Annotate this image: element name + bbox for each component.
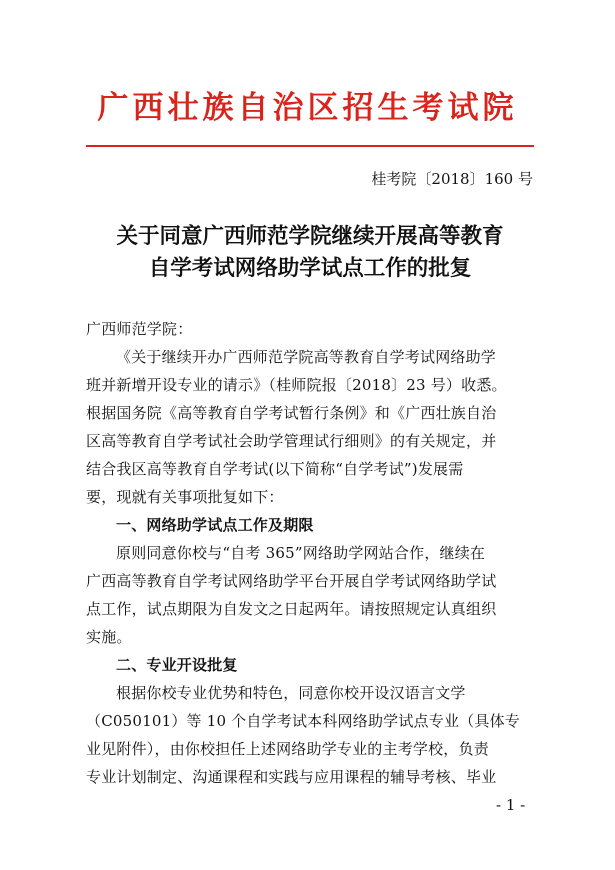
document-number: 桂考院〔2018〕160 号 xyxy=(371,170,533,188)
salutation: 广西师范学院： xyxy=(86,320,193,338)
section-heading-1: 一、网络助学试点工作及期限 xyxy=(116,516,314,534)
body-line: 点工作，试点期限为自发文之日起两年。请按照规定认真组织 xyxy=(86,600,497,618)
body-line: 实施。 xyxy=(86,628,132,646)
body-line: 结合我区高等教育自学考试(以下简称“自学考试”)发展需 xyxy=(86,460,464,478)
document-title xyxy=(70,221,550,285)
document-title-line-2: 自学考试网络助学试点工作的批复 xyxy=(148,256,472,281)
body-line: 根据国务院《高等教育自学考试暂行条例》和《广西壮族自治 xyxy=(86,404,497,422)
body-line: 专业计划制定、沟通课程和实践与应用课程的辅导考核、毕业 xyxy=(86,768,497,786)
body-line: 原则同意你校与“自考 365”网络助学网站合作，继续在 xyxy=(116,544,486,562)
body-line: 根据你校专业优势和特色，同意你校开设汉语言文学 xyxy=(116,684,466,702)
red-divider-line xyxy=(86,145,534,147)
document-title-line-1: 关于同意广西师范学院继续开展高等教育 xyxy=(116,224,504,249)
body-line: 广西高等教育自学考试网络助学平台开展自学考试网络助学试 xyxy=(86,572,497,590)
section-heading-2: 二、专业开设批复 xyxy=(116,656,238,674)
letterhead-title: 广西壮族自治区招生考试院 xyxy=(97,90,518,126)
body-line: 区高等教育自学考试社会助学管理试行细则》的有关规定，并 xyxy=(86,432,497,450)
body-line: 业见附件），由你校担任上述网络助学专业的主考学校，负责 xyxy=(86,740,489,758)
body-line: （C050101）等 10 个自学考试本科网络助学试点专业（具体专 xyxy=(86,712,520,730)
body-line: 要，现就有关事项批复如下： xyxy=(86,488,284,506)
body-line: 《关于继续开办广西师范学院高等教育自学考试网络助学 xyxy=(116,348,497,366)
body-line: 班并新增开设专业的请示》（桂师院报〔2018〕23 号）收悉。 xyxy=(86,376,507,394)
page-number: - 1 - xyxy=(496,796,526,814)
